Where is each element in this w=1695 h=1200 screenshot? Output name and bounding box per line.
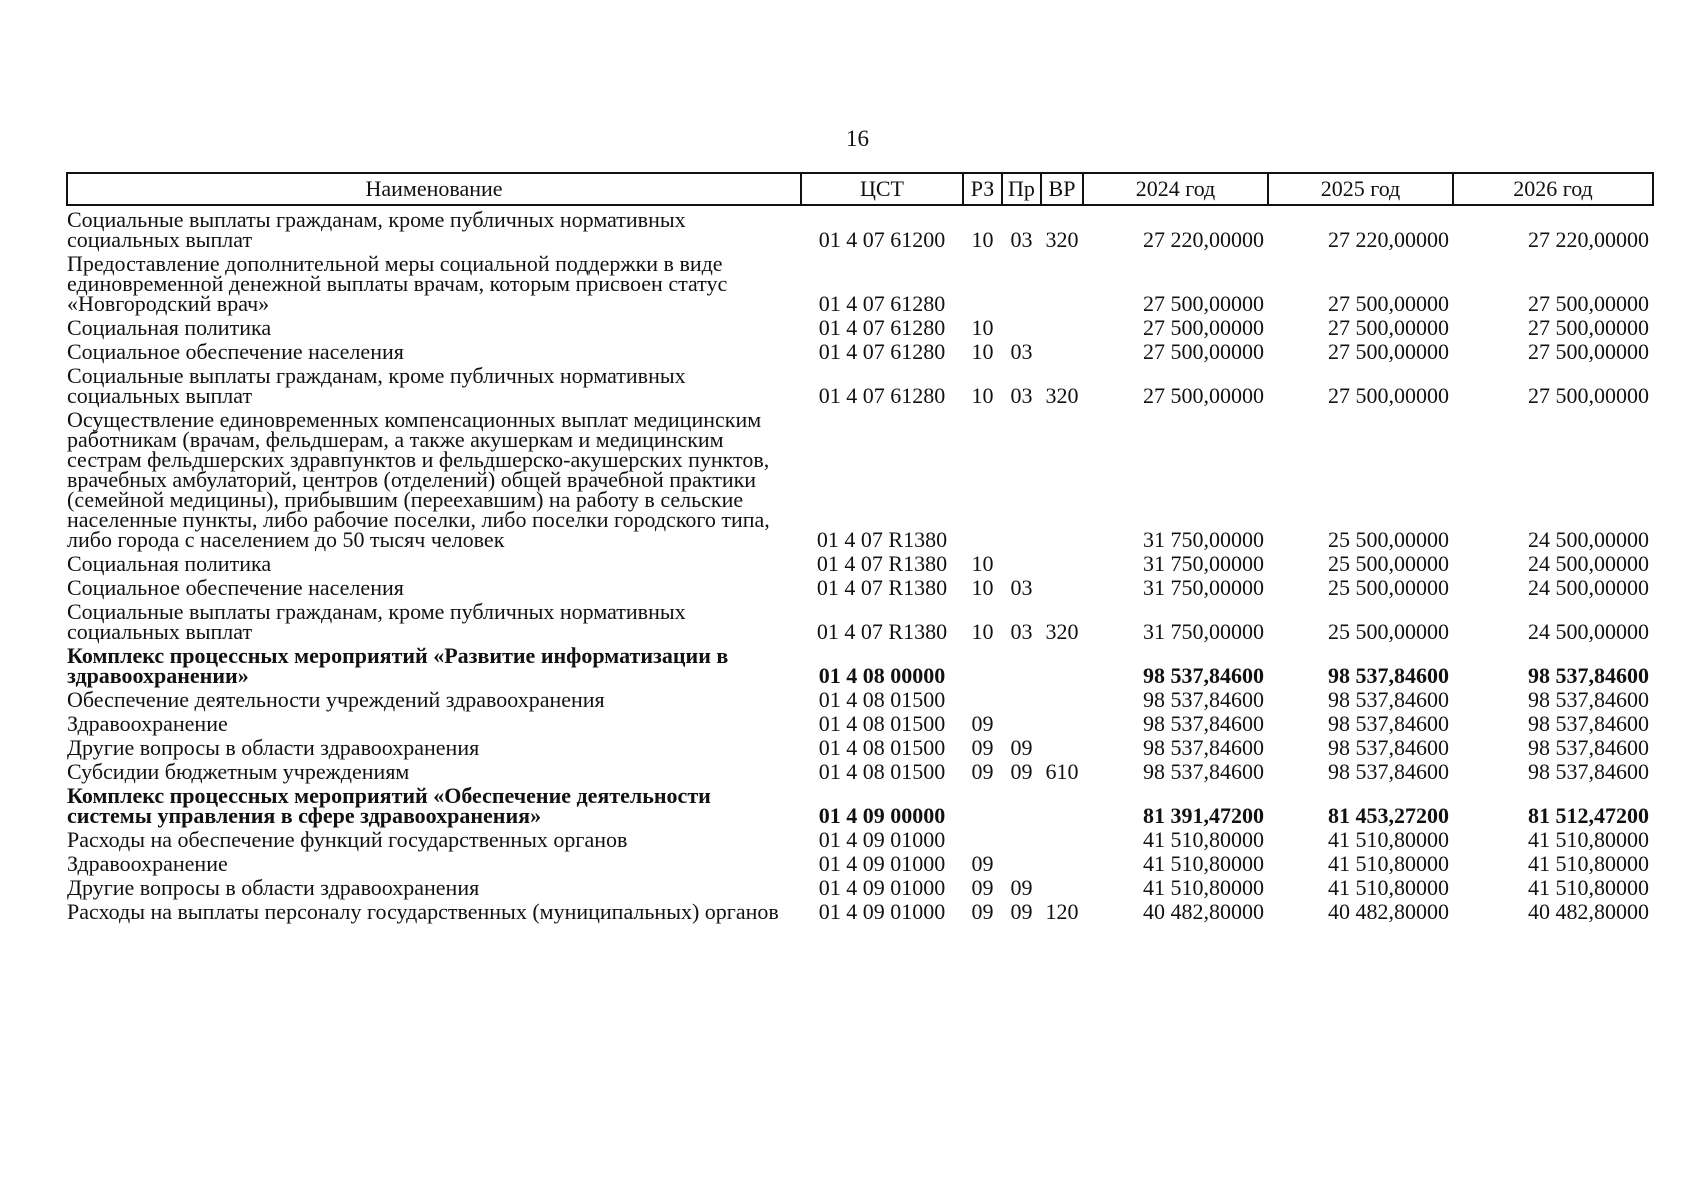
row-value-2026: 41 510,80000 [1528, 851, 1649, 876]
row-pr: 09 [1010, 735, 1033, 760]
row-name: Социальные выплаты гражданам, кроме публичных нормативных социальных выплат [67, 363, 686, 408]
row-pr: 09 [1010, 759, 1033, 784]
row-rz: 09 [971, 851, 994, 876]
row-value-2024: 27 500,00000 [1143, 315, 1264, 340]
row-rz: 10 [971, 339, 994, 364]
table-row [67, 712, 1653, 736]
row-cst: 01 4 09 00000 [818, 803, 946, 828]
table-body [67, 205, 1653, 924]
row-value-2024: 98 537,84600 [1143, 687, 1264, 712]
row-rz: 10 [971, 551, 994, 576]
row-value-2026: 98 537,84600 [1528, 711, 1649, 736]
row-rz: 10 [971, 227, 994, 252]
row-name: Социальная политика [67, 551, 272, 576]
row-value-2026: 24 500,00000 [1528, 619, 1649, 644]
row-vr [1041, 876, 1083, 900]
row-value-2024: 27 500,00000 [1143, 291, 1264, 316]
row-name: Субсидии бюджетным учреждениям [67, 759, 410, 784]
row-rz: 09 [971, 711, 994, 736]
row-cst: 01 4 08 01500 [818, 687, 946, 712]
row-pr [1002, 252, 1041, 316]
row-vr [1041, 576, 1083, 600]
table-row [67, 876, 1653, 900]
row-rz [963, 688, 1002, 712]
row-value-2024: 40 482,80000 [1143, 899, 1264, 924]
row-vr [1041, 712, 1083, 736]
row-cst: 01 4 07 R1380 [816, 551, 948, 576]
row-value-2025: 98 537,84600 [1328, 663, 1449, 688]
row-value-2026: 27 500,00000 [1528, 339, 1649, 364]
row-name: Социальное обеспечение населения [67, 575, 404, 600]
table-row [67, 252, 1653, 316]
header-2025: 2025 год [1268, 173, 1453, 205]
row-pr [1002, 552, 1041, 576]
row-name: Осуществление единовременных компенсационных выплат медицинским работникам (врачам, фельдшерам, а также акушеркам и медицинским сестрам фельдшерских здравпунктов и фельдшерско-акушерских пунктов, врачебных амбулаторий, центров (отделений) общей врачебной практики (семейной медицины), прибывшим (переехавшим) на работу в сельские населенные пункты, либо рабочие поселки, либо поселки городского типа, либо города с населением до 50 тысяч человек [67, 407, 770, 552]
header-2026: 2026 год [1453, 173, 1653, 205]
header-cst: ЦСТ [801, 173, 963, 205]
row-value-2025: 27 500,00000 [1328, 315, 1449, 340]
row-value-2024: 31 750,00000 [1143, 619, 1264, 644]
row-value-2026: 98 537,84600 [1528, 735, 1649, 760]
row-value-2026: 98 537,84600 [1528, 759, 1649, 784]
row-vr [1041, 252, 1083, 316]
header-pr: Пр [1002, 173, 1041, 205]
row-value-2025: 98 537,84600 [1328, 687, 1449, 712]
table-header-row [67, 173, 1653, 205]
row-cst: 01 4 09 01000 [818, 827, 946, 852]
row-value-2025: 27 500,00000 [1328, 339, 1449, 364]
row-value-2026: 98 537,84600 [1528, 687, 1649, 712]
row-rz [963, 784, 1002, 828]
row-cst: 01 4 07 61200 [818, 227, 946, 252]
row-vr [1041, 736, 1083, 760]
row-value-2025: 27 500,00000 [1328, 291, 1449, 316]
table-row [67, 576, 1653, 600]
table-row [67, 340, 1653, 364]
row-pr: 09 [1010, 899, 1033, 924]
table-row [67, 552, 1653, 576]
row-pr [1002, 408, 1041, 552]
row-pr [1002, 316, 1041, 340]
row-vr: 320 [1045, 383, 1079, 408]
row-value-2026: 27 500,00000 [1528, 383, 1649, 408]
row-rz: 09 [971, 899, 994, 924]
row-name: Здравоохранение [67, 711, 228, 736]
row-value-2024: 41 510,80000 [1143, 827, 1264, 852]
row-cst: 01 4 07 61280 [818, 383, 946, 408]
row-value-2024: 31 750,00000 [1143, 551, 1264, 576]
row-value-2024: 98 537,84600 [1143, 663, 1264, 688]
row-name: Социальная политика [67, 315, 272, 340]
row-name: Обеспечение деятельности учреждений здравоохранения [67, 687, 605, 712]
row-value-2025: 98 537,84600 [1328, 735, 1449, 760]
row-name: Другие вопросы в области здравоохранения [67, 875, 480, 900]
row-cst: 01 4 09 01000 [818, 851, 946, 876]
row-value-2024: 41 510,80000 [1143, 851, 1264, 876]
row-rz: 10 [971, 575, 994, 600]
row-rz: 09 [971, 875, 994, 900]
row-value-2024: 81 391,47200 [1143, 803, 1264, 828]
row-value-2026: 27 500,00000 [1528, 291, 1649, 316]
row-cst: 01 4 09 01000 [818, 899, 946, 924]
row-name: Комплекс процессных мероприятий «Обеспечение деятельности системы управления в сфере здравоохранения» [67, 783, 711, 828]
table-row [67, 784, 1653, 828]
row-cst: 01 4 07 R1380 [816, 527, 948, 552]
row-value-2025: 98 537,84600 [1328, 759, 1449, 784]
header-name: Наименование [67, 173, 801, 205]
table-row [67, 205, 1653, 252]
table-row [67, 364, 1653, 408]
table-row [67, 900, 1653, 924]
row-value-2026: 98 537,84600 [1528, 663, 1649, 688]
row-vr: 610 [1045, 759, 1079, 784]
row-rz: 10 [971, 315, 994, 340]
row-value-2024: 27 220,00000 [1143, 227, 1264, 252]
row-rz [963, 644, 1002, 688]
row-value-2026: 27 500,00000 [1528, 315, 1649, 340]
row-pr: 03 [1010, 227, 1033, 252]
row-value-2025: 41 510,80000 [1328, 851, 1449, 876]
row-pr: 03 [1010, 383, 1033, 408]
row-pr: 03 [1010, 575, 1033, 600]
row-value-2026: 40 482,80000 [1528, 899, 1649, 924]
row-value-2026: 24 500,00000 [1528, 527, 1649, 552]
row-name: Расходы на обеспечение функций государственных органов [67, 827, 628, 852]
row-name: Расходы на выплаты персоналу государственных (муниципальных) органов [67, 899, 779, 924]
table-row [67, 760, 1653, 784]
row-cst: 01 4 08 01500 [818, 711, 946, 736]
table-row [67, 852, 1653, 876]
row-value-2025: 41 510,80000 [1328, 875, 1449, 900]
row-rz: 09 [971, 735, 994, 760]
row-name: Социальное обеспечение населения [67, 339, 404, 364]
budget-table [66, 172, 1654, 924]
row-vr: 320 [1045, 619, 1079, 644]
row-name: Предоставление дополнительной меры социальной поддержки в виде единовременной денежной выплаты врачам, которым присвоен статус «Новгородский врач» [67, 251, 728, 316]
table-row [67, 736, 1653, 760]
table-row [67, 316, 1653, 340]
row-cst: 01 4 07 R1380 [816, 619, 948, 644]
row-pr [1002, 644, 1041, 688]
row-value-2025: 25 500,00000 [1328, 619, 1449, 644]
row-name: Социальные выплаты гражданам, кроме публичных нормативных социальных выплат [67, 599, 686, 644]
row-pr [1002, 784, 1041, 828]
row-vr [1041, 644, 1083, 688]
row-name: Комплекс процессных мероприятий «Развитие информатизации в здравоохранении» [67, 643, 729, 688]
row-value-2024: 98 537,84600 [1143, 735, 1264, 760]
row-cst: 01 4 07 61280 [818, 339, 946, 364]
row-value-2025: 27 220,00000 [1328, 227, 1449, 252]
row-value-2025: 25 500,00000 [1328, 551, 1449, 576]
row-vr [1041, 552, 1083, 576]
header-rz: РЗ [963, 173, 1002, 205]
row-vr [1041, 828, 1083, 852]
row-name: Социальные выплаты гражданам, кроме публичных нормативных социальных выплат [67, 207, 686, 252]
row-rz: 09 [971, 759, 994, 784]
row-rz: 10 [971, 619, 994, 644]
row-value-2024: 31 750,00000 [1143, 575, 1264, 600]
row-cst: 01 4 08 01500 [818, 759, 946, 784]
row-rz [963, 252, 1002, 316]
row-value-2024: 98 537,84600 [1143, 759, 1264, 784]
row-name: Здравоохранение [67, 851, 228, 876]
row-value-2026: 81 512,47200 [1528, 803, 1649, 828]
row-pr [1002, 688, 1041, 712]
row-value-2024: 27 500,00000 [1143, 383, 1264, 408]
row-vr [1041, 852, 1083, 876]
row-pr: 03 [1010, 339, 1033, 364]
row-rz: 10 [971, 383, 994, 408]
row-vr: 320 [1045, 227, 1079, 252]
row-value-2025: 27 500,00000 [1328, 383, 1449, 408]
row-vr [1041, 688, 1083, 712]
row-value-2026: 41 510,80000 [1528, 875, 1649, 900]
row-pr [1002, 852, 1041, 876]
row-value-2025: 25 500,00000 [1328, 527, 1449, 552]
row-value-2026: 27 220,00000 [1528, 227, 1649, 252]
page-number: 16 [846, 126, 869, 151]
row-rz [963, 408, 1002, 552]
row-pr [1002, 828, 1041, 852]
row-value-2024: 41 510,80000 [1143, 875, 1264, 900]
table-row [67, 600, 1653, 644]
row-value-2025: 41 510,80000 [1328, 827, 1449, 852]
row-value-2026: 41 510,80000 [1528, 827, 1649, 852]
table-row [67, 828, 1653, 852]
row-cst: 01 4 07 61280 [818, 315, 946, 340]
row-pr [1002, 712, 1041, 736]
row-value-2024: 98 537,84600 [1143, 711, 1264, 736]
row-cst: 01 4 07 R1380 [816, 575, 948, 600]
header-2024: 2024 год [1083, 173, 1268, 205]
row-vr: 120 [1045, 899, 1079, 924]
row-cst: 01 4 08 01500 [818, 735, 946, 760]
row-cst: 01 4 09 01000 [818, 875, 946, 900]
row-value-2024: 31 750,00000 [1143, 527, 1264, 552]
row-value-2024: 27 500,00000 [1143, 339, 1264, 364]
row-pr: 03 [1010, 619, 1033, 644]
row-vr [1041, 340, 1083, 364]
row-value-2025: 81 453,27200 [1328, 803, 1449, 828]
row-cst: 01 4 08 00000 [818, 663, 946, 688]
row-vr [1041, 784, 1083, 828]
row-vr [1041, 316, 1083, 340]
row-pr: 09 [1010, 875, 1033, 900]
header-vr: ВР [1041, 173, 1083, 205]
table-row [67, 408, 1653, 552]
row-value-2026: 24 500,00000 [1528, 575, 1649, 600]
row-vr [1041, 408, 1083, 552]
table-row [67, 688, 1653, 712]
row-name: Другие вопросы в области здравоохранения [67, 735, 480, 760]
table-row [67, 644, 1653, 688]
row-value-2025: 25 500,00000 [1328, 575, 1449, 600]
row-cst: 01 4 07 61280 [818, 291, 946, 316]
row-value-2025: 98 537,84600 [1328, 711, 1449, 736]
row-value-2026: 24 500,00000 [1528, 551, 1649, 576]
row-rz [963, 828, 1002, 852]
row-value-2025: 40 482,80000 [1328, 899, 1449, 924]
